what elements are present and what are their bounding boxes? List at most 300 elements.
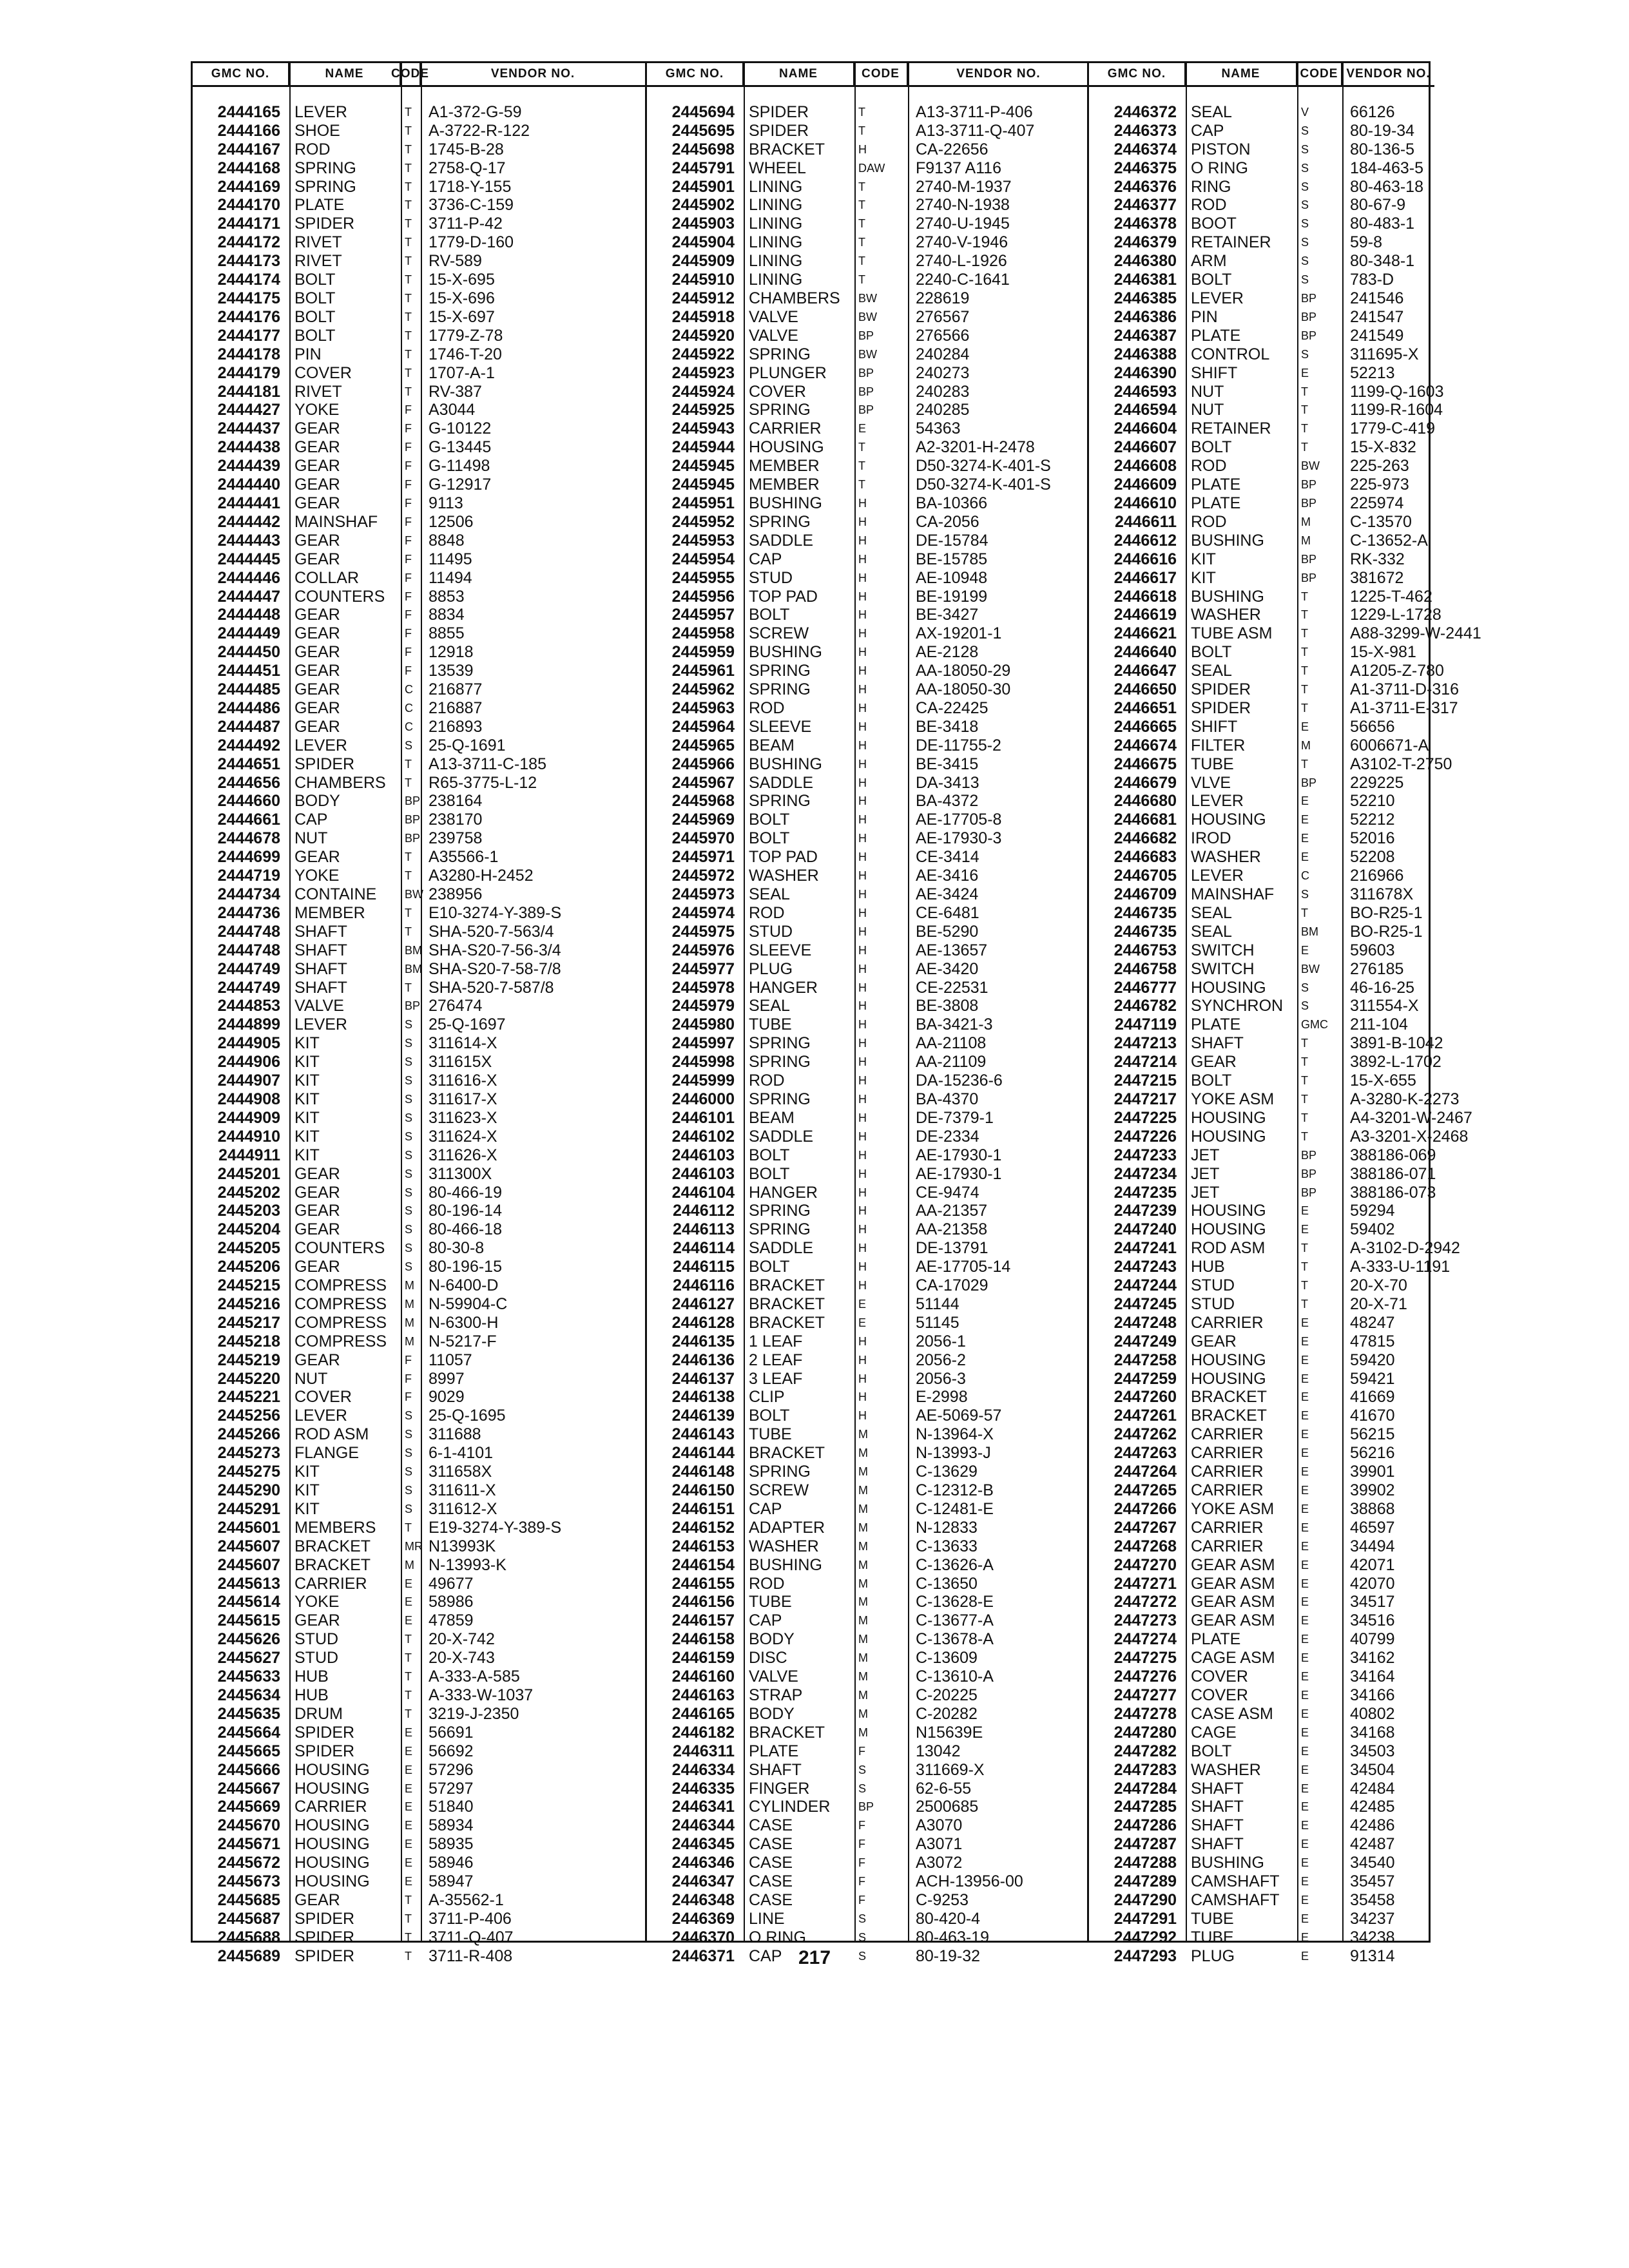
part-name: KIT xyxy=(294,1499,320,1518)
vendor-number: 311624-X xyxy=(429,1127,497,1146)
part-name: COMPRESS xyxy=(294,1313,387,1332)
part-name: BOLT xyxy=(749,1164,790,1183)
table-row xyxy=(1089,569,1434,588)
table-row xyxy=(193,457,645,476)
table-row xyxy=(1089,1258,1451,1276)
part-name: SLEEVE xyxy=(749,941,812,959)
gmc-number: 2445698 xyxy=(671,140,735,159)
table-row xyxy=(647,1165,1089,1184)
vendor-number: 47859 xyxy=(429,1611,474,1630)
vendor-number: A-3102-D-2942 xyxy=(1350,1239,1460,1258)
part-name: VALVE xyxy=(749,1667,798,1686)
vendor-code: E xyxy=(405,1744,413,1758)
gmc-number: 2445967 xyxy=(671,773,735,792)
part-name: SWITCH xyxy=(1191,941,1255,959)
gmc-number-header: GMC NO. xyxy=(1089,63,1186,85)
table-row xyxy=(193,923,645,941)
vendor-code: E xyxy=(1301,1856,1309,1870)
vendor-code: M xyxy=(1301,515,1311,528)
vendor-number: AE-17930-1 xyxy=(916,1164,1002,1183)
part-name: O RING xyxy=(1191,159,1248,177)
vendor-number: 15-X-697 xyxy=(429,307,495,326)
vendor-code: S xyxy=(405,1204,413,1218)
gmc-number: 2447119 xyxy=(1115,1015,1177,1034)
gmc-number: 2444167 xyxy=(217,140,280,159)
part-name: CAMSHAFT xyxy=(1191,1872,1280,1891)
part-name: SHAFT xyxy=(294,978,347,997)
table-row xyxy=(1089,382,1444,401)
gmc-number: 2445689 xyxy=(217,1946,280,1965)
gmc-number: 2446373 xyxy=(1113,121,1177,140)
vendor-number: A35566-1 xyxy=(429,848,499,867)
part-name: TUBE ASM xyxy=(1191,624,1273,643)
part-name: SHAFT xyxy=(294,941,347,959)
table-row xyxy=(647,1220,1089,1239)
part-name: PLUG xyxy=(749,959,793,978)
vendor-code: H xyxy=(858,608,867,622)
vendor-code: T xyxy=(1301,683,1308,697)
part-name: SEAL xyxy=(1191,102,1232,121)
vendor-number: 311614-X xyxy=(429,1034,497,1053)
vendor-number: 241549 xyxy=(1350,326,1404,345)
table-row xyxy=(647,1835,1089,1854)
vendor-code: F xyxy=(405,533,412,547)
vendor-number: 1707-A-1 xyxy=(429,363,495,382)
part-name: ADAPTER xyxy=(749,1518,825,1537)
part-name: SPIDER xyxy=(294,754,355,773)
gmc-number: 2444178 xyxy=(217,345,280,363)
table-row xyxy=(1089,1816,1434,1835)
table-row xyxy=(1089,197,1434,215)
vendor-code: E xyxy=(1301,1707,1309,1720)
gmc-number: 2446674 xyxy=(1113,736,1177,754)
part-name: JET xyxy=(1191,1183,1220,1202)
vendor-number: 388186-069 xyxy=(1350,1146,1436,1164)
part-name: HOUSING xyxy=(294,1854,370,1872)
table-row xyxy=(193,308,645,327)
vendor-code: F xyxy=(405,571,412,584)
gmc-number: 2444909 xyxy=(217,1108,280,1127)
part-name: TUBE xyxy=(1191,754,1234,773)
vendor-number: SHA-S20-7-56-3/4 xyxy=(429,941,561,959)
vendor-number: C-13629 xyxy=(916,1463,978,1481)
gmc-number: 2446157 xyxy=(671,1611,735,1630)
vendor-code: BP xyxy=(858,403,874,417)
table-row xyxy=(647,383,1089,401)
part-name: BOLT xyxy=(749,1258,790,1276)
vendor-number: 8997 xyxy=(429,1369,465,1388)
table-row xyxy=(1089,1872,1434,1891)
table-row xyxy=(647,1128,1089,1146)
vendor-number: AA-18050-30 xyxy=(916,680,1011,699)
vendor-code: H xyxy=(858,1092,867,1106)
vendor-number: AE-17705-8 xyxy=(916,811,1002,829)
part-name: NUT xyxy=(1191,401,1224,419)
table-row xyxy=(1089,1053,1441,1072)
vendor-code: S xyxy=(1301,999,1309,1013)
vendor-number: C-13633 xyxy=(916,1537,978,1555)
gmc-number: 2444174 xyxy=(217,271,280,289)
vendor-number: A3072 xyxy=(916,1854,963,1872)
vendor-number: 59420 xyxy=(1350,1350,1395,1369)
table-row xyxy=(1089,122,1434,140)
gmc-number: 2446604 xyxy=(1113,419,1177,438)
table-row xyxy=(647,1891,1089,1910)
vendor-number: 8834 xyxy=(429,606,465,624)
part-name: KIT xyxy=(294,1127,320,1146)
vendor-code: T xyxy=(1301,590,1308,603)
vendor-code: E xyxy=(1301,366,1309,380)
vendor-code: M xyxy=(858,1670,868,1684)
gmc-number: 2445206 xyxy=(217,1258,280,1276)
vendor-code: C xyxy=(405,683,413,697)
part-name: HOUSING xyxy=(294,1779,370,1798)
vendor-code: C xyxy=(1301,869,1309,883)
gmc-number: 2447280 xyxy=(1113,1723,1177,1742)
part-name: HOUSING xyxy=(1191,1202,1266,1220)
part-name: SHIFT xyxy=(1191,363,1238,382)
part-name: JET xyxy=(1191,1164,1220,1183)
vendor-number: 46-16-25 xyxy=(1350,978,1415,997)
gmc-number: 2446346 xyxy=(671,1854,735,1872)
table-row xyxy=(193,1667,645,1686)
part-name: SCREW xyxy=(749,624,809,643)
table-row xyxy=(1089,1072,1434,1090)
gmc-number: 2446156 xyxy=(671,1593,735,1611)
vendor-code: H xyxy=(858,794,867,808)
gmc-number: 2445952 xyxy=(671,512,735,531)
gmc-number: 2445975 xyxy=(671,922,735,941)
vendor-number: A-333-A-585 xyxy=(429,1667,520,1686)
vendor-number: CE-3414 xyxy=(916,848,979,867)
table-row xyxy=(193,1072,645,1090)
part-name: BRACKET xyxy=(749,1444,825,1463)
vendor-number: 783-D xyxy=(1350,271,1394,289)
table-row xyxy=(647,1649,1089,1667)
part-name: LINE xyxy=(749,1909,785,1928)
table-row xyxy=(193,1332,645,1351)
vendor-code: F xyxy=(858,1838,865,1851)
part-name: SPRING xyxy=(294,177,356,196)
gmc-number: 2445962 xyxy=(671,680,735,699)
gmc-number: 2445974 xyxy=(671,903,735,922)
part-name: CHAMBERS xyxy=(294,773,386,792)
vendor-number-header: VENDOR NO. xyxy=(490,67,575,81)
part-name: TUBE xyxy=(749,1593,792,1611)
vendor-number: CE-6481 xyxy=(916,903,979,922)
table-row xyxy=(193,1649,645,1667)
vendor-code-header: CODE xyxy=(854,63,908,85)
gmc-number: 2446102 xyxy=(671,1127,735,1146)
part-name: DISC xyxy=(749,1649,787,1667)
part-name: GEAR xyxy=(1191,1332,1237,1350)
gmc-number: 2445275 xyxy=(217,1463,280,1481)
gmc-number: 2444678 xyxy=(217,829,280,848)
vendor-number-header: VENDOR NO. xyxy=(1346,67,1431,81)
vendor-number: N-59904-C xyxy=(429,1294,508,1313)
gmc-number: 2445902 xyxy=(671,196,735,215)
vendor-code: T xyxy=(1301,1242,1308,1255)
gmc-number: 2444447 xyxy=(217,587,280,606)
vendor-number: 3711-Q-407 xyxy=(429,1928,514,1946)
vendor-code: S xyxy=(405,1409,413,1423)
vendor-number: 34516 xyxy=(1350,1611,1395,1630)
table-row xyxy=(1089,289,1434,308)
vendor-code: E xyxy=(1301,1949,1309,1963)
gmc-number: 2446593 xyxy=(1113,382,1177,401)
vendor-code: E xyxy=(405,1577,413,1590)
vendor-number: 228619 xyxy=(916,289,970,308)
part-name: HOUSING xyxy=(294,1835,370,1854)
vendor-number: 12506 xyxy=(429,512,474,531)
vendor-code: E xyxy=(1301,1521,1309,1534)
table-row xyxy=(193,1835,645,1854)
gmc-number: 2445968 xyxy=(671,792,735,811)
table-row xyxy=(647,122,1089,140)
gmc-number: 2446165 xyxy=(671,1704,735,1723)
gmc-number: 2444177 xyxy=(217,326,280,345)
vendor-number: AX-19201-1 xyxy=(916,624,1002,643)
part-name: HOUSING xyxy=(294,1872,370,1891)
table-row xyxy=(647,1742,1089,1761)
table-row xyxy=(647,867,1089,885)
vendor-code: T xyxy=(405,1521,412,1534)
gmc-number: 2445925 xyxy=(671,401,735,419)
vendor-code: F xyxy=(405,1390,412,1404)
vendor-code: T xyxy=(1301,1092,1308,1106)
table-row xyxy=(647,904,1089,923)
table-row xyxy=(647,1854,1089,1872)
vendor-number: BE-3427 xyxy=(916,606,979,624)
part-name: BOLT xyxy=(1191,271,1232,289)
part-name: PLATE xyxy=(1191,494,1241,512)
vendor-code: H xyxy=(858,1279,867,1293)
vendor-code: T xyxy=(405,366,412,380)
table-row xyxy=(193,1593,645,1612)
gmc-number: 2446640 xyxy=(1113,643,1177,662)
vendor-code: T xyxy=(405,124,412,137)
vendor-code: T xyxy=(1301,701,1308,715)
table-row xyxy=(647,1593,1089,1612)
table-row xyxy=(647,401,1089,420)
table-row xyxy=(1089,1761,1434,1780)
vendor-code: BP xyxy=(405,794,421,808)
part-name: HOUSING xyxy=(1191,1220,1266,1239)
vendor-code: BW xyxy=(1301,459,1320,473)
gmc-number: 2447274 xyxy=(1113,1630,1177,1649)
vendor-code: T xyxy=(405,906,412,919)
vendor-number: 216966 xyxy=(1350,867,1404,885)
table-row xyxy=(1089,848,1434,867)
part-name: IROD xyxy=(1191,829,1231,848)
vendor-number: 80-463-19 xyxy=(916,1928,989,1946)
table-row xyxy=(193,1519,645,1537)
part-name: CARRIER xyxy=(1191,1537,1264,1555)
part-name: COLLAR xyxy=(294,568,360,587)
table-row xyxy=(647,1295,1089,1314)
table-row xyxy=(193,1389,645,1407)
table-row xyxy=(647,1724,1089,1742)
part-name: BOLT xyxy=(749,606,790,624)
part-name: BRACKET xyxy=(1191,1388,1268,1407)
part-name: LEVER xyxy=(1191,792,1244,811)
vendor-code: H xyxy=(858,999,867,1013)
part-name: KIT xyxy=(294,1146,320,1164)
vendor-code: F xyxy=(858,1875,865,1888)
part-name: RIVET xyxy=(294,233,342,252)
table-row xyxy=(647,624,1089,643)
vendor-code: E xyxy=(1301,1353,1309,1367)
vendor-code: E xyxy=(1301,1800,1309,1814)
gmc-number: 2446000 xyxy=(671,1090,735,1108)
table-row xyxy=(647,1667,1089,1686)
vendor-number: 241546 xyxy=(1350,289,1404,308)
vendor-number: 1718-Y-155 xyxy=(429,177,512,196)
vendor-code: F xyxy=(858,1819,865,1832)
table-row xyxy=(1089,1519,1434,1537)
part-name: SHAFT xyxy=(749,1760,802,1779)
table-row xyxy=(1089,1649,1434,1667)
vendor-number: C-13610-A xyxy=(916,1667,994,1686)
part-name: GEAR xyxy=(294,438,340,457)
gmc-number: 2445959 xyxy=(671,643,735,662)
part-name: LINING xyxy=(749,215,803,233)
table-row xyxy=(193,829,645,848)
vendor-number: 42485 xyxy=(1350,1798,1395,1816)
vendor-number: 2056-2 xyxy=(916,1350,966,1369)
part-name: LEVER xyxy=(294,102,347,121)
part-name: LINING xyxy=(749,252,803,271)
gmc-number: 2446113 xyxy=(673,1220,735,1239)
vendor-code: BP xyxy=(1301,329,1317,342)
vendor-code: E xyxy=(1301,1334,1309,1348)
table-row xyxy=(193,1537,645,1556)
table-row xyxy=(647,588,1089,606)
vendor-code: S xyxy=(858,1930,867,1944)
vendor-number: AE-3416 xyxy=(916,867,979,885)
gmc-number: 2447264 xyxy=(1113,1463,1177,1481)
table-column-group-1 xyxy=(193,63,645,1965)
vendor-number: C-13677-A xyxy=(916,1611,994,1630)
vendor-code: H xyxy=(858,1372,867,1385)
table-row xyxy=(193,755,645,774)
part-name: BRACKET xyxy=(749,1723,825,1742)
table-row xyxy=(193,178,645,197)
part-name: CAMSHAFT xyxy=(1191,1890,1280,1909)
table-row xyxy=(193,1463,645,1481)
table-row xyxy=(647,1910,1089,1928)
gmc-number: 2446104 xyxy=(671,1183,735,1202)
part-name: GEAR xyxy=(294,419,340,438)
table-row xyxy=(1089,419,1434,438)
gmc-number: 2447266 xyxy=(1113,1499,1177,1518)
vendor-code: T xyxy=(1301,441,1308,454)
vendor-number: 3892-L-1702 xyxy=(1350,1053,1441,1072)
vendor-code: S xyxy=(1301,255,1309,268)
vendor-number: G-12917 xyxy=(429,476,492,494)
table-row xyxy=(1089,308,1434,327)
vendor-number: 57296 xyxy=(429,1760,474,1779)
vendor-number: 3711-P-42 xyxy=(429,215,503,233)
vendor-code: S xyxy=(405,1129,413,1143)
part-name: FINGER xyxy=(749,1779,810,1798)
part-name: CARRIER xyxy=(749,419,822,438)
vendor-number: 52210 xyxy=(1350,792,1395,811)
gmc-number: 2446128 xyxy=(671,1313,735,1332)
gmc-number: 2445912 xyxy=(671,289,735,308)
vendor-number: 2240-C-1641 xyxy=(916,271,1010,289)
part-name: PLUG xyxy=(1191,1946,1235,1965)
vendor-code: H xyxy=(858,832,867,845)
table-row xyxy=(1089,1425,1434,1444)
table-row xyxy=(1089,1910,1434,1928)
vendor-number: 80-420-4 xyxy=(916,1909,981,1928)
table-row xyxy=(647,513,1089,532)
table-row xyxy=(1089,885,1434,904)
gmc-number: 2444908 xyxy=(217,1090,280,1108)
part-name: KIT xyxy=(294,1481,320,1500)
gmc-number: 2447248 xyxy=(1113,1313,1177,1332)
part-name: CARRIER xyxy=(1191,1463,1264,1481)
table-row xyxy=(1089,494,1434,513)
vendor-number: 2758-Q-17 xyxy=(429,159,506,177)
vendor-number: AA-21108 xyxy=(916,1034,987,1053)
vendor-code: MR xyxy=(405,1539,423,1553)
vendor-code: S xyxy=(405,738,413,752)
vendor-number: DA-3413 xyxy=(916,773,979,792)
table-row xyxy=(1089,140,1434,159)
vendor-code: H xyxy=(858,496,867,510)
vendor-number: 311626-X xyxy=(429,1146,497,1164)
vendor-number: 40799 xyxy=(1350,1630,1395,1649)
part-name: COVER xyxy=(1191,1686,1248,1704)
part-name: SPIDER xyxy=(294,1742,355,1760)
vendor-number: 1229-L-1728 xyxy=(1350,606,1441,624)
vendor-code: T xyxy=(405,347,412,361)
gmc-number: 2446151 xyxy=(671,1499,735,1518)
gmc-number: 2444427 xyxy=(217,401,280,419)
vendor-code: T xyxy=(1301,1055,1308,1069)
part-name: ROD xyxy=(1191,512,1227,531)
vendor-number: BE-5290 xyxy=(916,922,979,941)
vendor-code: E xyxy=(1301,1577,1309,1590)
vendor-number: BA-10366 xyxy=(916,494,988,512)
table-row xyxy=(647,662,1089,680)
table-row xyxy=(647,941,1089,960)
part-name: GEAR ASM xyxy=(1191,1574,1275,1593)
part-name: SEAL xyxy=(1191,922,1232,941)
vendor-code: E xyxy=(1301,1502,1309,1515)
part-name: O RING xyxy=(749,1928,806,1946)
part-name: CAP xyxy=(749,550,782,568)
table-row xyxy=(647,1556,1089,1575)
table-row xyxy=(193,345,645,364)
part-name: CONTROL xyxy=(1191,345,1270,363)
part-name: CARRIER xyxy=(1191,1518,1264,1537)
vendor-number: 59-8 xyxy=(1350,233,1383,252)
part-name: SWITCH xyxy=(1191,959,1255,978)
gmc-number: 2444445 xyxy=(217,550,280,568)
vendor-number: A3070 xyxy=(916,1816,963,1835)
part-name: LEVER xyxy=(1191,867,1244,885)
gmc-number: 2446618 xyxy=(1113,587,1177,606)
table-row xyxy=(647,1463,1089,1481)
gmc-number: 2447226 xyxy=(1113,1127,1177,1146)
vendor-code: S xyxy=(405,1111,413,1124)
part-name: KIT xyxy=(294,1072,320,1090)
gmc-number: 2445909 xyxy=(671,252,735,271)
vendor-code: S xyxy=(405,1465,413,1479)
